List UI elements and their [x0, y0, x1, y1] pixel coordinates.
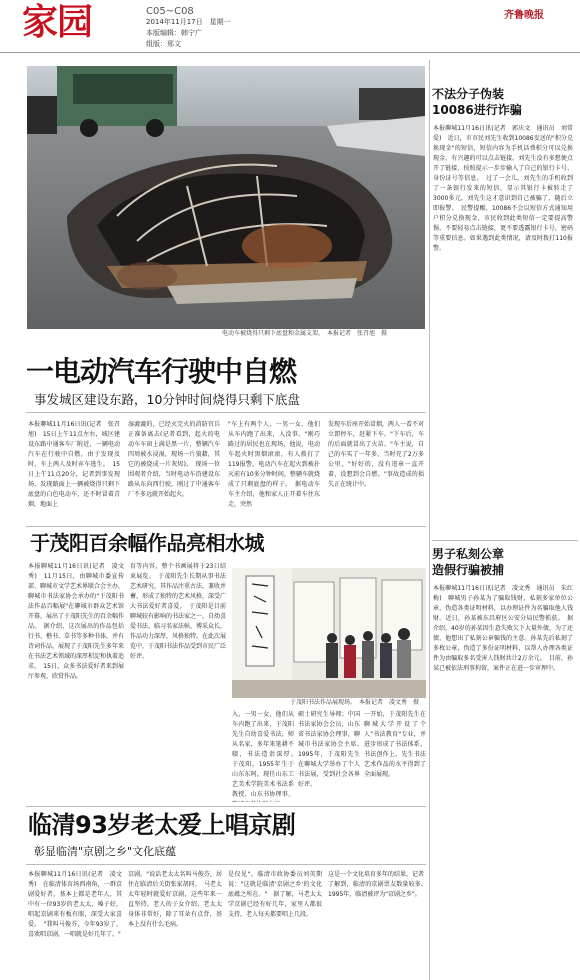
divider — [432, 540, 578, 541]
burned-car-photo — [27, 66, 425, 329]
newspaper-masthead: 齐鲁晚报 — [504, 10, 544, 21]
story2-col4: 硕士研究生导师；中国书法家协会会员，山东省书法家协会理事，聊城市书法家协会主席。 1995年，于茂阳先生在聊城大学举办了个人书法展，受到社会各界好评。 — [298, 711, 360, 788]
story3-col1: 本报聊城11月16日讯(记者 凌文秀) 在临清体育场西南角，一群京剧爱好者，基本上都是老年人，其中有一位93岁的老太太，嗓子好，唱起京剧来有板有眼，深受大家喜爱。 "我叫马俊芬，今年93岁了，喜欢唱京剧，一唱就是好几年了。" — [28, 871, 122, 938]
right-headline1-line2: 10086进行诈骗 — [432, 103, 522, 117]
column-divider — [429, 60, 430, 980]
page-header — [0, 0, 580, 53]
right-headline2-line1: 男子私刻公章 — [432, 547, 505, 561]
story2-col2: 育等内容，整个书画展将于23日结束展览。 于茂阳先生长期从事书法艺术研究，其作品注重古法，兼收并蓄，形成了独特的艺术风格，深受广大书法爱好者喜爱。 于茂阳是目前聊城较有影响的书法家之一，自幼喜爱书法，临习名家法帖，博采众长，作品功力深厚，风格独特。在此次展览中，于茂阳书法作品受到市民广泛好评。 — [130, 563, 226, 660]
exhibition-photo — [232, 568, 426, 698]
divider — [26, 412, 426, 413]
story3-headline: 临清93岁老太爱上唱京剧 — [28, 811, 296, 839]
photo-caption: 于茂阳书法作品展现场。 本报记者 凌文秀 摄 — [290, 699, 420, 706]
story2-col1: 本报聊城11月16日讯(记者 凌文秀) 11月15日，由聊城市委宣传部、聊城市文学艺术界联合会主办，聊城市书法家协会承办的"于茂阳书法作品百幅展"在聊城市群众艺术馆开幕，展出了于茂阳先生的百余幅作品。 据介绍，这次展出的作品包括行书、楷书、草书等多种书体，并有诗词作品，展现了于茂阳先生多年来在书法艺术领域的深厚积淀和执着追求。 15日，众多书法爱好者来到展厅参观，欣赏作品。 — [28, 563, 124, 680]
story1-col1: 本报聊城11月16日讯(记者 张召旭) 15日上午11点左右，城区建设东路中通客车厂附近，一辆电动汽车在行驶中自燃，由于发现及时，车上两人及时弃车逃生。 15日上午11点20分，记者到事发现场，发现路面上一辆被烧得只剩下底盘的白色电动车，还不时冒着青烟，地面上 — [28, 421, 120, 508]
page-range: C05~C08 — [146, 6, 194, 17]
story1-col2: 湿漉漉的，已经灭完火的消防官兵正准备离去(记者看到，起火的电动车车窗上满是黑一片，整辆汽车四周被水浸湿，现场一片狼藉，其它的被烧成一片灰烬)。 现场一位围观者介绍，当时电动车沿建设东路从东向西行驶，刚过了中通客车厂不多远就开始起火。 — [128, 421, 220, 498]
divider — [26, 864, 426, 865]
section-logo: 家园 — [22, 1, 93, 43]
right-story1-body: 本报聊城11月16日讯(记者 郭庆文 通讯员 刘常爱) 近日，市市民刘先生收到10086发送的"积分兑换现金"的短信，短信内容为手机话费积分可以兑换现金，有兴趣的可以点击链接。刘先生没有多想便点开了链接，按照提示一步步输入了自己的银行卡号、身份证号等信息。 过了一会儿，刘先生的手机收到了一条银行发来的短信，显示其银行卡被转走了3000多元，刘先生这才意识到自己被骗了，随后立即报警。 民警提醒，10086不会以短信方式通知用户积分兑换现金，市民收到此类短信一定要提高警惕，不要轻易点击链接，更不要透露银行卡号、密码等重要信息。如果遇到此类情况，请及时拨打110报警。 — [433, 125, 573, 252]
right-headline1-line1: 不法分子伪装 — [432, 87, 505, 101]
story3-col2: 京剧。"说话老太太名叫马俊芬，居住在临清后关街张家胡同。 马老太太年轻时就爱好京剧，这些年来一直坚持。老人的子女介绍，老太太身体非常好，除了耳朵有点背，基本上没有什么毛病。 — [128, 871, 222, 928]
right-headline2-line2: 造假行骗被捕 — [432, 563, 505, 577]
story1-col3: "车上有两个人，一男一女，他们从车内跑了出来，入没事。"刚巧路过的居民也在现场，他说，电动车起火时黑烟滚滚，有人拨打了119报警，电动汽车在起火到被扑灭前有10多分钟时间。整辆车就烧成了只剩底盘的样子。 据电动车车主介绍，他和家人正开着车往东走，突然 — [228, 421, 320, 508]
right-story2-body: 本报聊城11月16日讯(记者 凌文秀 通讯员 朱红梅) 聊城男子孙某为了骗取钱财，私刻多家单位公章，伪造各类证明材料，以办理证件为名骗取他人钱财。近日，孙某被东昌府区公安分局民警抓获。 据介绍，40岁的孙某因生意失败欠下大量外债，为了还债，他想出了私刻公章骗钱的主意。孙某先后私刻了多枚公章，伪造了多份证明材料，以帮人办理各类证件为由骗取多名受害人钱财共计2万余元。 目前，孙某已被依法刑事拘留，案件正在进一步审理中。 — [433, 585, 573, 672]
story1-subhead: 事发城区建设东路，10分钟时间烧得只剩下底盘 — [34, 392, 300, 407]
story2-col5: 一开始，于茂阳先生在聊城大学开设了个人"书法教育"专业，并进步形成了书法体系。书法创作上，先生书法艺术作品的水平得到了全面展现。 — [364, 711, 426, 778]
story3-subhead: 彰显临清"京剧之乡"文化底蕴 — [34, 845, 177, 858]
story2-col3: 入，一男一女，他们从车内跑了出来，于茂阳先生自幼喜爱书法，师从名家，多年来笔耕不辍，书法造诣深厚。 于茂阳，1955年生于山东东阿，现任山东工艺美术学院美术书法系教授、山东书协理事、 — [232, 711, 294, 798]
photo-caption: 电动车被烧得只剩下底盘和金属支架。 本报记者 张召旭 摄 — [222, 330, 388, 337]
story3-col3: 是仅见"。临清市政协委员刘英期说："这就是临清'京剧之乡'的文化底蕴之所在。" 据了解，马老太太学京剧已经有好几年，家里人都很支持，老人每天都要唱上几段。 — [228, 871, 322, 918]
story2-headline: 于茂阳百余幅作品亮相水城 — [30, 531, 264, 555]
divider — [26, 526, 426, 527]
header-meta — [146, 6, 231, 50]
story1-col4: 发现车后座开始冒烟，两人一看不对立即停车，赶紧下车。"下车后，车的后面就冒出了火苗。"车主说，自己的车买了一年多，当时充了2万多公里，"好好的，没有违章一直开着，没想到会自燃。"事故造成的损失正在统计中。 — [328, 421, 424, 488]
story1-headline: 一电动汽车行驶中自燃 — [26, 355, 297, 388]
proof-line: 组版：邢文 — [146, 40, 181, 48]
divider — [26, 806, 426, 807]
date-line: 2014年11月17日 星期一 — [146, 18, 231, 26]
editor-line: 本版编辑：韩宁广 — [146, 29, 202, 37]
story3-col4: 这是一个文化培育多年的结果，记者了解到，临清的京剧票友数量较多。 1995年，临清被评为"京剧之乡"。 — [328, 871, 424, 898]
